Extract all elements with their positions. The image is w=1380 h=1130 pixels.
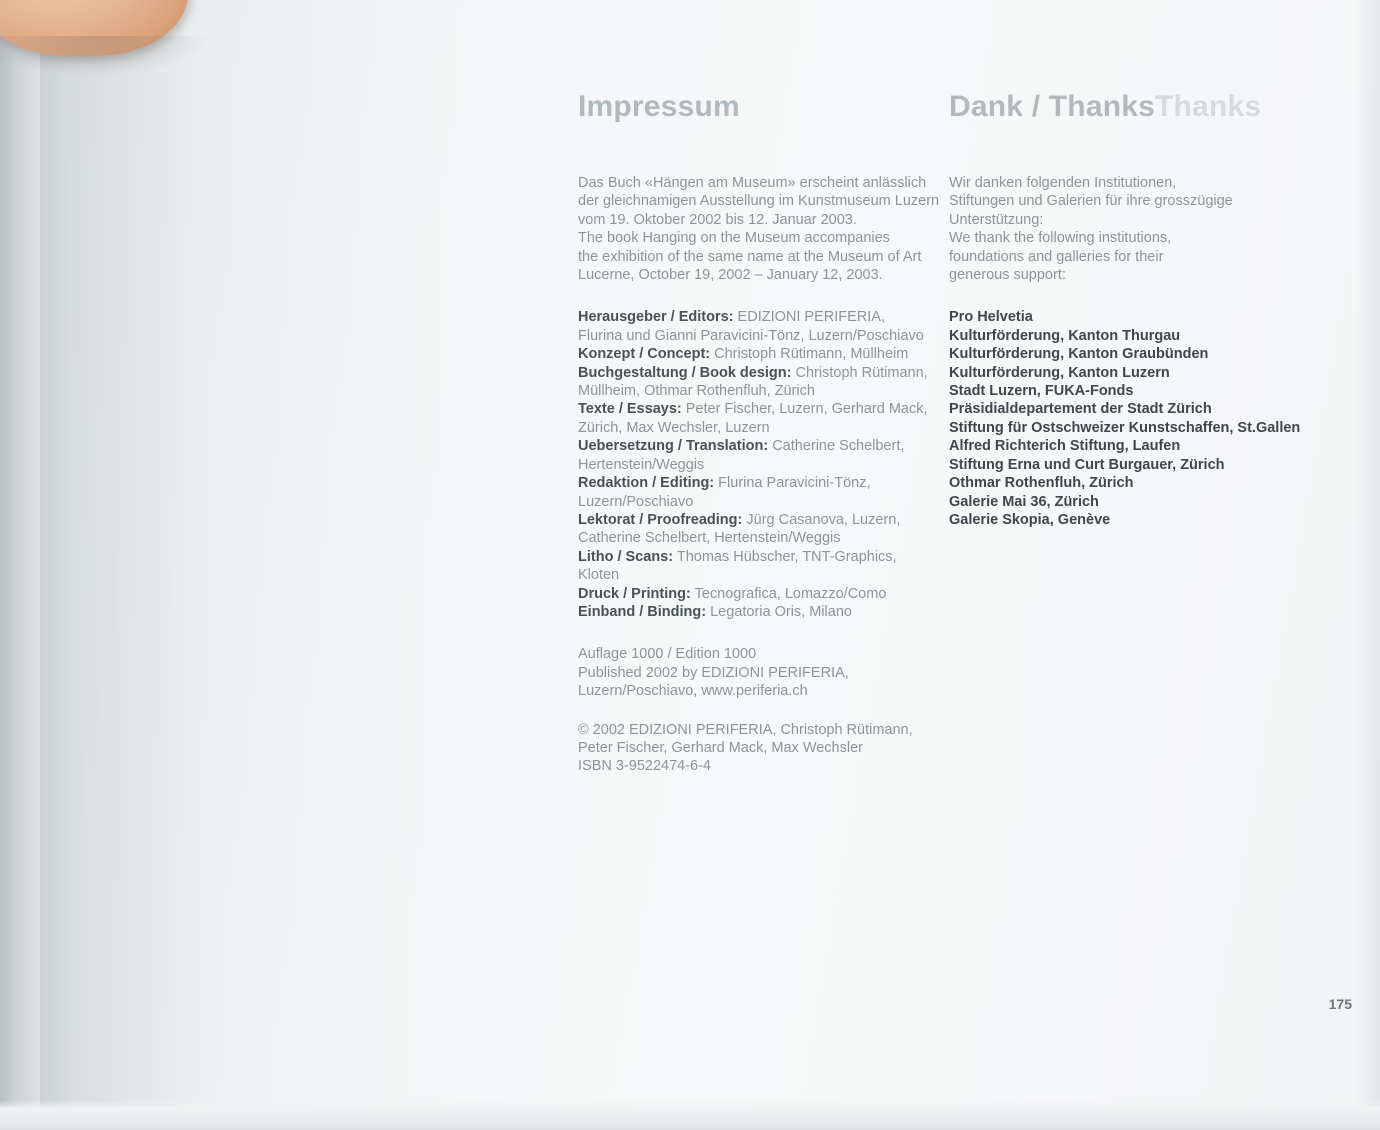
credit-entry — [578, 308, 928, 345]
impressum-intro-line: Das Buch «Hängen am Museum» erscheint anlässlich — [578, 175, 927, 191]
thanks-intro-line: generous support: — [949, 267, 1066, 284]
page-number: 175 — [1328, 996, 1352, 1012]
impressum-intro — [578, 174, 940, 284]
isbn-line: ISBN 3-9522474-6-4 — [578, 758, 711, 775]
supporter-item: Kulturförderung, Kanton Graubünden — [949, 346, 1209, 363]
thumb-holding-page — [0, 0, 188, 56]
credit-entry — [578, 548, 928, 585]
credit-entry — [578, 585, 928, 603]
impressum-intro-line: the exhibition of the same name at the Museum of Art — [578, 248, 922, 265]
impressum-credits — [578, 308, 928, 621]
copyright-line: © 2002 EDIZIONI PERIFERIA, Christoph Rütimann, — [578, 721, 913, 738]
thanks-intro-line: foundations and galleries for their — [949, 248, 1164, 265]
thanks-intro — [949, 174, 1309, 284]
credit-label: Druck / Printing: — [578, 585, 691, 602]
supporters-list — [949, 308, 1309, 529]
supporter-item: Kulturförderung, Kanton Luzern — [949, 364, 1170, 381]
credit-entry — [578, 364, 928, 401]
credit-value: Legatoria Oris, Milano — [710, 603, 852, 620]
credit-value: Tecnografica, Lomazzo/Como — [694, 585, 887, 602]
impressum-heading: Impressum — [578, 90, 740, 123]
supporter-item: Alfred Richterich Stiftung, Laufen — [949, 438, 1181, 455]
credit-label: Litho / Scans: — [578, 548, 674, 565]
credit-value: EDIZIONI PERIFERIA, Flurina und Gianni Paravicini-Tönz, Luzern/Poschiavo — [578, 309, 924, 344]
impressum-intro-line: The book Hanging on the Museum accompanies — [578, 230, 890, 247]
supporter-item: Kulturförderung, Kanton Thurgau — [949, 327, 1181, 344]
credit-value: Catherine Schelbert, Hertenstein/Weggis — [578, 438, 905, 473]
credit-entry — [578, 437, 928, 474]
credit-label: Buchgestaltung / Book design: — [578, 364, 792, 381]
thanks-heading-text: Dank / Thanks — [949, 90, 1155, 123]
page-curvature-shading — [40, 0, 460, 1130]
credit-entry — [578, 400, 928, 437]
supporter-item: Stiftung für Ostschweizer Kunstschaffen, St.Gallen — [949, 419, 1301, 436]
thanks-intro-line: Unterstützung: — [949, 211, 1044, 228]
supporter-item: Galerie Mai 36, Zürich — [949, 493, 1099, 510]
credit-label: Texte / Essays: — [578, 401, 682, 418]
impressum-intro-line: vom 19. Oktober 2002 bis 12. Januar 2003. — [578, 211, 857, 228]
thanks-heading-ghost: Thanks — [1155, 90, 1262, 123]
credit-value: Christoph Rütimann, Müllheim — [714, 346, 909, 363]
impressum-intro-line: Lucerne, October 19, 2002 – January 12, 2003. — [578, 267, 883, 284]
edition-line: Auflage 1000 / Edition 1000 — [578, 646, 757, 663]
copyright-info — [578, 721, 928, 776]
supporter-item: Stiftung Erna und Curt Burgauer, Zürich — [949, 456, 1225, 473]
credit-label: Konzept / Concept: — [578, 346, 711, 363]
credit-label: Herausgeber / Editors: — [578, 309, 734, 326]
supporter-item: Stadt Luzern, FUKA-Fonds — [949, 383, 1134, 400]
thanks-intro-line: Stiftungen und Galerien für ihre grosszügige — [949, 193, 1233, 210]
edition-line: Luzern/Poschiavo, www.periferia.ch — [578, 683, 808, 700]
credit-label: Uebersetzung / Translation: — [578, 438, 769, 455]
edition-line: Published 2002 by EDIZIONI PERIFERIA, — [578, 664, 849, 681]
page-bottom-edge-shading — [0, 1100, 1380, 1130]
copyright-line: Peter Fischer, Gerhard Mack, Max Wechsler — [578, 739, 863, 756]
thanks-heading — [949, 92, 1309, 122]
credit-entry — [578, 603, 928, 621]
edition-info — [578, 645, 928, 700]
credit-value: Christoph Rütimann, Müllheim, Othmar Rothenfluh, Zürich — [578, 364, 928, 400]
book-spine-shadow — [0, 0, 70, 1130]
supporter-item: Othmar Rothenfluh, Zürich — [949, 475, 1134, 492]
credit-value: Flurina Paravicini-Tönz, Luzern/Poschiavo — [578, 475, 871, 510]
credit-value: Jürg Casanova, Luzern, Catherine Schelbert, Hertenstein/Weggis — [578, 511, 901, 547]
credit-label: Lektorat / Proofreading: — [578, 511, 743, 528]
supporter-item: Galerie Skopia, Genève — [949, 511, 1111, 528]
credit-entry — [578, 474, 928, 511]
credit-label: Einband / Binding: — [578, 603, 707, 620]
impressum-column — [578, 90, 940, 800]
thanks-intro-line: We thank the following institutions, — [949, 230, 1172, 247]
thanks-intro-line: Wir danken folgenden Institutionen, — [949, 175, 1177, 191]
page-right-edge-shading — [1354, 0, 1380, 1130]
credit-entry — [578, 345, 928, 363]
credit-label: Redaktion / Editing: — [578, 475, 715, 492]
credit-entry — [578, 511, 928, 548]
credit-value: Thomas Hübscher, TNT-Graphics, Kloten — [578, 548, 897, 584]
thanks-column — [949, 92, 1309, 529]
supporter-item: Präsidialdepartement der Stadt Zürich — [949, 401, 1212, 418]
impressum-intro-line: der gleichnamigen Ausstellung im Kunstmuseum Luzern — [578, 193, 940, 210]
supporter-item: Pro Helvetia — [949, 309, 1033, 326]
credit-value: Peter Fischer, Luzern, Gerhard Mack, Zürich, Max Wechsler, Luzern — [578, 401, 928, 436]
